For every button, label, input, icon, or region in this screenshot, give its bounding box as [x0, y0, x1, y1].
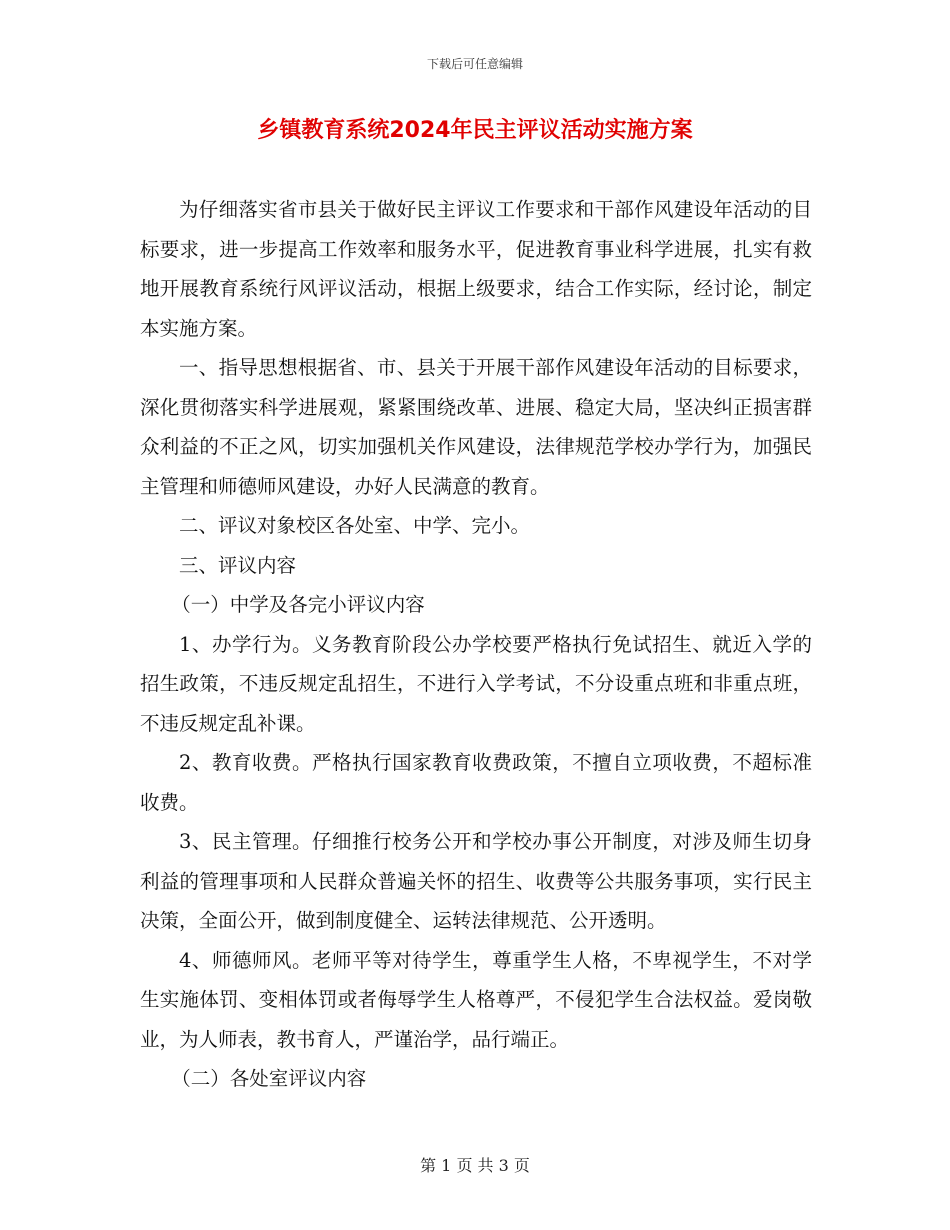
paragraph-guiding-ideology: 一、指导思想根据省、市、县关于开展干部作风建设年活动的目标要求，深化贯彻落实科学进展观，紧紧围绕改革、进展、稳定大局，坚决纠正损害群众利益的不正之风，切实加强机关作风建设，法律规范学校办学行为，加强民主管理和师德师风建设，办好人民满意的教育。: [140, 356, 812, 498]
document-body: [140, 190, 812, 1099]
subsection-heading-schools: （一）中学及各完小评议内容: [171, 593, 425, 616]
subsection-heading-departments: （二）各处室评议内容: [171, 1067, 367, 1090]
paragraph-democratic-management: 3、民主管理。仔细推行校务公开和学校办事公开制度，对涉及师生切身利益的管理事项和人民群众普遍关怀的招生、收费等公共服务事项，实行民主决策，全面公开，做到制度健全、运转法律规范、公开透明。: [140, 830, 812, 932]
header-note: 下载后可任意编辑: [426, 57, 523, 71]
paragraph-education-fees: 2、教育收费。严格执行国家教育收费政策，不擅自立项收费，不超标准收费。: [140, 751, 812, 814]
paragraph-evaluation-targets: 二、评议对象校区各处室、中学、完小。: [179, 514, 531, 537]
paragraph-school-conduct: 1、办学行为。义务教育阶段公办学校要严格执行免试招生、就近入学的招生政策，不违反规定乱招生，不进行入学考试，不分设重点班和非重点班，不违反规定乱补课。: [140, 632, 812, 735]
paragraph-teacher-ethics: 4、师德师风。老师平等对待学生，尊重学生人格，不卑视学生，不对学生实施体罚、变相体罚或者侮辱学生人格尊严，不侵犯学生合法权益。爱岗敬业，为人师表，教书育人，严谨治学，品行端正。: [140, 948, 812, 1051]
document-title: 乡镇教育系统2024年民主评议活动实施方案: [257, 118, 693, 143]
section-heading-evaluation-content: 三、评议内容: [179, 553, 297, 577]
page-number: 第 1 页 共 3 页: [420, 1156, 530, 1175]
paragraph-intro: 为仔细落实省市县关于做好民主评议工作要求和干部作风建设年活动的目标要求，进一步提高工作效率和服务水平，促进教育事业科学进展，扎实有救地开展教育系统行风评议活动，根据上级要求，结合工作实际，经讨论，制定本实施方案。: [140, 198, 812, 340]
